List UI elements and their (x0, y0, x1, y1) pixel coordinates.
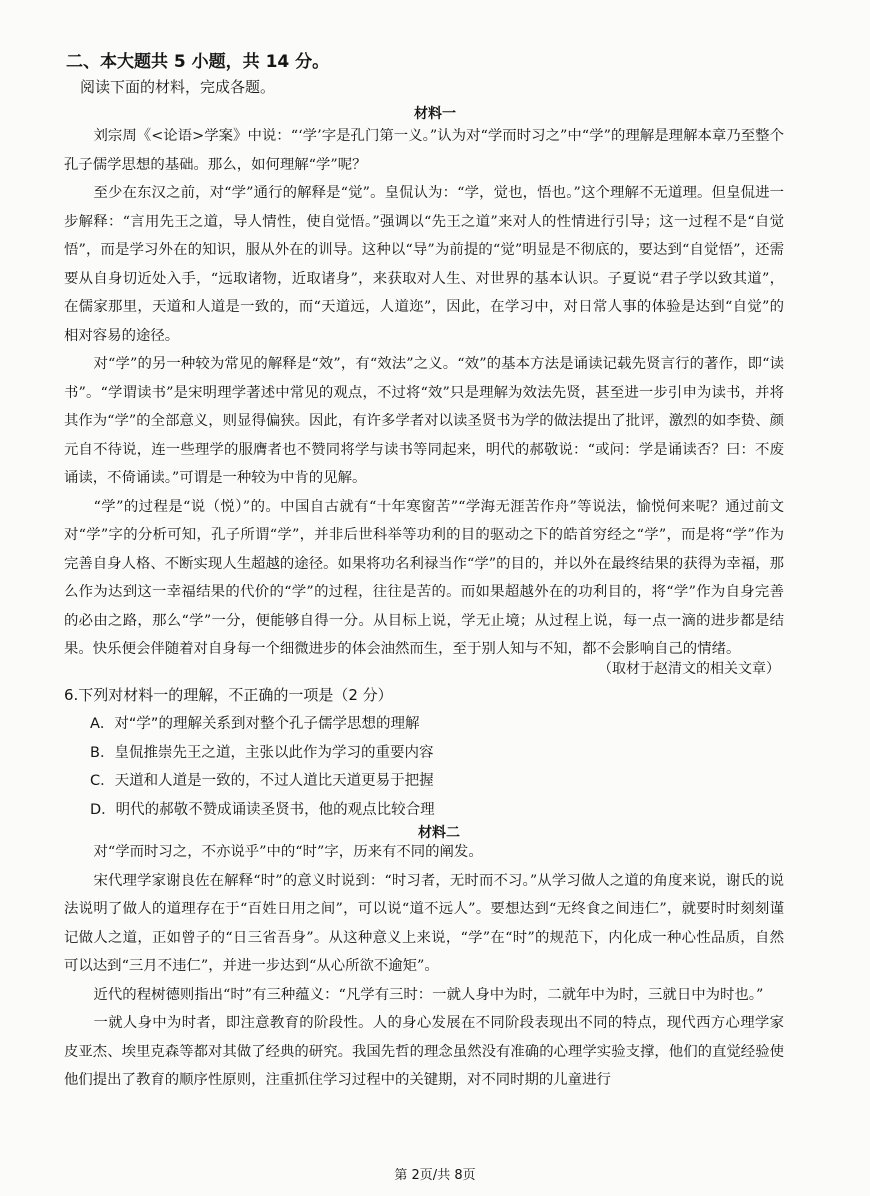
option-b: B．皇侃推崇先王之道，主张以此作为学习的重要内容 (90, 744, 434, 761)
section-heading: 二、本大题共 5 小题，共 14 分。 (66, 52, 330, 72)
option-c: C．天道和人道是一致的，不过人道比天道更易于把握 (90, 773, 434, 789)
option-a: A．对“学”的理解关系到对整个孔子儒学思想的理解 (90, 716, 420, 732)
material1-body (64, 122, 784, 664)
material2-paragraph: 对“学而时习之，不亦说乎”中的“时”字，历来有不同的阐发。 (93, 844, 483, 860)
material2-body (64, 838, 784, 1095)
material2-paragraph: 一就人身中为时者，即注意教育的阶段性。人的身心发展在不同阶段表现出不同的特点，现代西方心理学家皮亚杰、埃里克森等都对其做了经典的研究。我国先哲的理念虽然没有准确的心理学实验支撑，他们的直觉经验使他们提出了教育的顺序性原则，注重抓住学习过程中的关键期，对不同时期的儿童进行 (64, 1015, 784, 1088)
material2-title: 材料二 (418, 825, 460, 841)
instruction: 阅读下面的材料，完成各题。 (80, 78, 276, 96)
material1-paragraph: 刘宗周《<论语>学案》中说：“‘学’字是孔门第一义。”认为对“学而时习之”中“学”的理解是理解本章乃至整个孔子儒学思想的基础。那么，如何理解“学”呢？ (64, 128, 784, 173)
option-d: D．明代的郝敬不赞成诵读圣贤书，他的观点比较合理 (90, 801, 435, 818)
material1-paragraph: “学”的过程是“说（悦）”的。中国自古就有“十年寒窗苦”“学海无涯苦作舟”等说法，愉悦何来呢？通过前文对“学”字的分析可知，孔子所谓“学”，并非后世科举等功利的目的驱动之下的皓首穷经之“学”，而是将“学”作为完善自身人格、不断实现人生超越的途径。如果将功名利禄当作“学”的目的，并以外在最终结果的获得为幸福，那么作为达到这一幸福结果的代价的“学”的过程，往往是苦的。而如果超越外在的功利目的，将“学”作为自身完善的必由之路，那么“学”一分，便能够自得一分。从目标上说，学无止境；从过程上说，每一点一滴的进步都是结果。快乐便会伴随着对自身每一个细微进步的体会油然而生，至于别人知与不知，都不会影响自己的情绪。 (64, 498, 784, 657)
material1-title: 材料一 (414, 106, 456, 122)
material2-paragraph: 宋代理学家谢良佐在解释“时”的意义时说到：“时习者，无时而不习。”从学习做人之道的角度来说，谢氏的说法说明了做人的道理存在于“百姓日用之间”，可以说“道不远人”。要想达到“无终食之间违仁”，就要时时刻刻谨记做人之道，正如曾子的“日三省吾身”。从这种意义上来说，“学”在“时”的规范下，内化成一种心性品质，自然可以达到“三月不违仁”，并进一步达到“从心所欲不逾矩”。 (64, 872, 784, 974)
material2-paragraph: 近代的程树德则指出“时”有三种蕴义：“凡学有三时：一就人身中为时，二就年中为时，三就日中为时也。” (93, 986, 764, 1003)
question-6-stem: 6.下列对材料一的理解，不正确的一项是（2 分） (64, 686, 393, 704)
material1-source: （取材于赵清文的相关文章） (598, 661, 780, 677)
material1-paragraph: 至少在东汉之前，对“学”通行的解释是“觉”。皇侃认为：“学，觉也，悟也。”这个理解不无道理。但皇侃进一步解释：“言用先王之道，导人情性，使自觉悟。”强调以“先王之道”来对人的性情进行引导；这一过程不是“自觉悟”，而是学习外在的知识，服从外在的训导。这种以“导”为前提的“觉”明显是不彻底的，要达到“自觉悟”，还需要从自身切近处入手，“远取诸物，近取诸身”，来获取对人生、对世界的基本认识。子夏说“君子学以致其道”，在儒家那里，天道和人道是一致的，而“天道远，人道迩”，因此，在学习中，对日常人事的体验是达到“自觉”的相对容易的途径。 (64, 185, 784, 344)
page-footer: 第 2页/共 8页 (394, 1168, 476, 1183)
material1-paragraph: 对“学”的另一种较为常见的解释是“效”，有“效法”之义。“效”的基本方法是诵读记载先贤言行的著作，即“读书”。“学谓读书”是宋明理学著述中常见的观点，不过将“效”只是理解为效法先贤，甚至进一步引申为读书，并将其作为“学”的全部意义，则显得偏狭。因此，有许多学者对以读圣贤书为学的做法提出了批评，激烈的如李贽、颜元自不待说，连一些理学的服膺者也不赞同将学与读书等同起来，明代的郝敬说：“或问：学是诵读否？曰：不废诵读，不倚诵读。”可谓是一种较为中肯的见解。 (64, 356, 784, 486)
question-6-options (90, 710, 435, 824)
